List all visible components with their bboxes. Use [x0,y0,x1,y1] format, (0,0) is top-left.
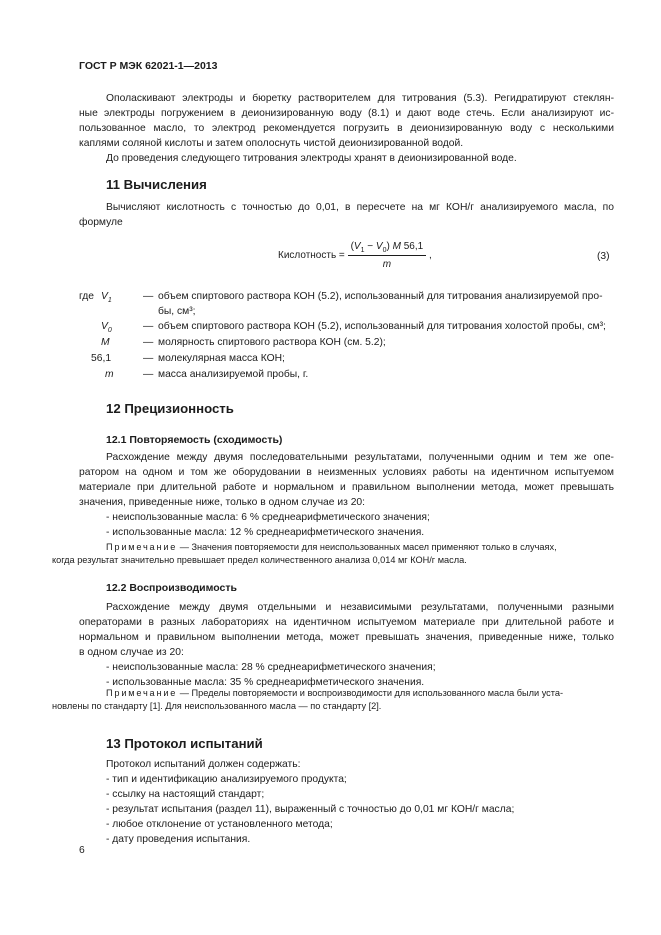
section-12-2-line: нормальном и правильном выполнении метода, может превышать значения, приведенные ниже, только [79,632,614,643]
acidity-formula [278,239,432,272]
definition-text: молекулярная масса КОН; [158,353,285,364]
formula-lhs: Кислотность = [278,250,345,262]
section-11-lead [79,200,614,230]
formula-denominator: m [382,259,392,270]
bullet-item: - неиспользованные масла: 28 % среднеарифметического значения; [106,662,436,673]
section-13-body [79,757,614,847]
intro-paragraph [79,91,614,166]
section-12-1-heading: 12.1 Повторяемость (сходимость) [106,434,283,446]
definition-dash: — [143,321,154,332]
formula-fraction [348,239,427,272]
definition-dash: — [143,291,154,302]
note-label: Примечание [106,688,178,698]
note-12-2 [52,687,614,713]
note-label: Примечание [106,542,178,552]
intro-line-3: пользованное масло, то электрод рекомендуется погрузить в деионизированную воду с несколькими [79,123,614,134]
definition-text: масса анализируемой пробы, г. [158,369,309,380]
definition-symbol: M [101,337,110,348]
note-text: — Пределы повторяемости и воспроизводимости для использованного масла были уста- [177,688,564,698]
list-item: - результат испытания (раздел 11), выраженный с точностью до 0,01 мг КОН/г масла; [106,804,515,815]
formula-comma: , [428,250,432,262]
where-label: где [79,291,95,302]
section-11-lead-line-2: формуле [79,217,123,228]
definition-text: объем спиртового раствора КОН (5.2), использованный для титрования холостой пробы, см³; [158,321,606,332]
definition-symbol: $V_0$ [101,321,112,335]
definition-dash: — [143,353,154,364]
page-number: 6 [79,845,85,856]
formula-numerator: $(V_1 - V_0)$ M 56,1 [348,239,427,256]
intro-line-4: каплями соляной кислоты и затем ополоснуть чистой деионизированной водой. [79,138,464,149]
definition-text: молярность спиртового раствора КОН (см. 5.2); [158,337,386,348]
list-item: - дату проведения испытания. [106,834,251,845]
definition-text: объем спиртового раствора КОН (5.2), использованный для титрования анализируемой про- бы, см³; [158,291,603,317]
section-12-2-line: Расхождение между двумя отдельными и независимыми результатами, полученными разными [106,602,614,613]
section-12-1-body [79,450,614,540]
section-12-1-line: Расхождение между двумя последовательными результатами, полученными одним и тем же опе- [106,452,614,463]
section-13-lead: Протокол испытаний должен содержать: [106,759,301,770]
section-12-2-line: в одном случае из 20: [79,647,184,658]
section-12-1-line: значения, приведенные ниже, только в одном случае из 20: [79,497,366,508]
list-item: - ссылку на настоящий стандарт; [106,789,265,800]
section-13-heading: 13 Протокол испытаний [106,736,263,751]
section-12-2-body [79,600,614,690]
list-item: - любое отклонение от установленного метода; [106,819,333,830]
section-12-2-heading: 12.2 Воспроизводимость [106,582,237,594]
formula-number: (3) [597,251,610,262]
bullet-item: - неиспользованные масла: 6 % среднеарифметического значения; [106,512,430,523]
section-11-lead-line-1: Вычисляют кислотность с точностью до 0,01, в пересчете на мг КОН/г анализируемого масла, по [106,202,614,213]
intro-line-1: Ополаскивают электроды и бюретку растворителем для титрования (5.3). Регидратируют стеклян- [106,93,614,104]
definition-dash: — [143,369,154,380]
note-text: когда результат значительно превышает предел количественного анализа 0,014 мг КОН/г масла. [52,555,467,565]
note-12-1 [52,541,614,567]
section-12-2-line: операторами в разных лабораториях на идентичном испытуемом материале при длительной работе и [79,617,614,628]
section-12-1-line: ратором на одном и том же оборудовании в неизменных условиях работы на идентичном испытуемом [79,467,614,478]
section-12-heading: 12 Прецизионность [106,401,234,416]
intro-paragraph-2: До проведения следующего титрования электроды хранят в деионизированной воде. [106,153,517,164]
note-text: — Значения повторяемости для неиспользованных масел применяют только в случаях, [177,542,557,552]
section-11-heading: 11 Вычисления [106,177,207,192]
definition-symbol: $V_1$ [101,291,112,305]
section-12-1-line: материале при длительной работе и нормальном и правильном выполнении метода, может превышать [79,482,614,493]
bullet-item: - использованные масла: 35 % среднеарифметического значения. [106,677,425,688]
definition-symbol: 56,1 [91,353,112,364]
note-text: новлены по стандарту [1]. Для неиспользованного масла — по стандарту [2]. [52,701,382,711]
document-header: ГОСТ Р МЭК 62021-1—2013 [79,60,218,72]
intro-line-2: ные электроды погружением в деионизированную воду (8.1) и дают воде стечь. Если анализируют ис- [79,108,614,119]
list-item: - тип и идентификацию анализируемого продукта; [106,774,347,785]
bullet-item: - использованные масла: 12 % среднеарифметического значения. [106,527,425,538]
definition-symbol: m [105,369,114,380]
definition-dash: — [143,337,154,348]
